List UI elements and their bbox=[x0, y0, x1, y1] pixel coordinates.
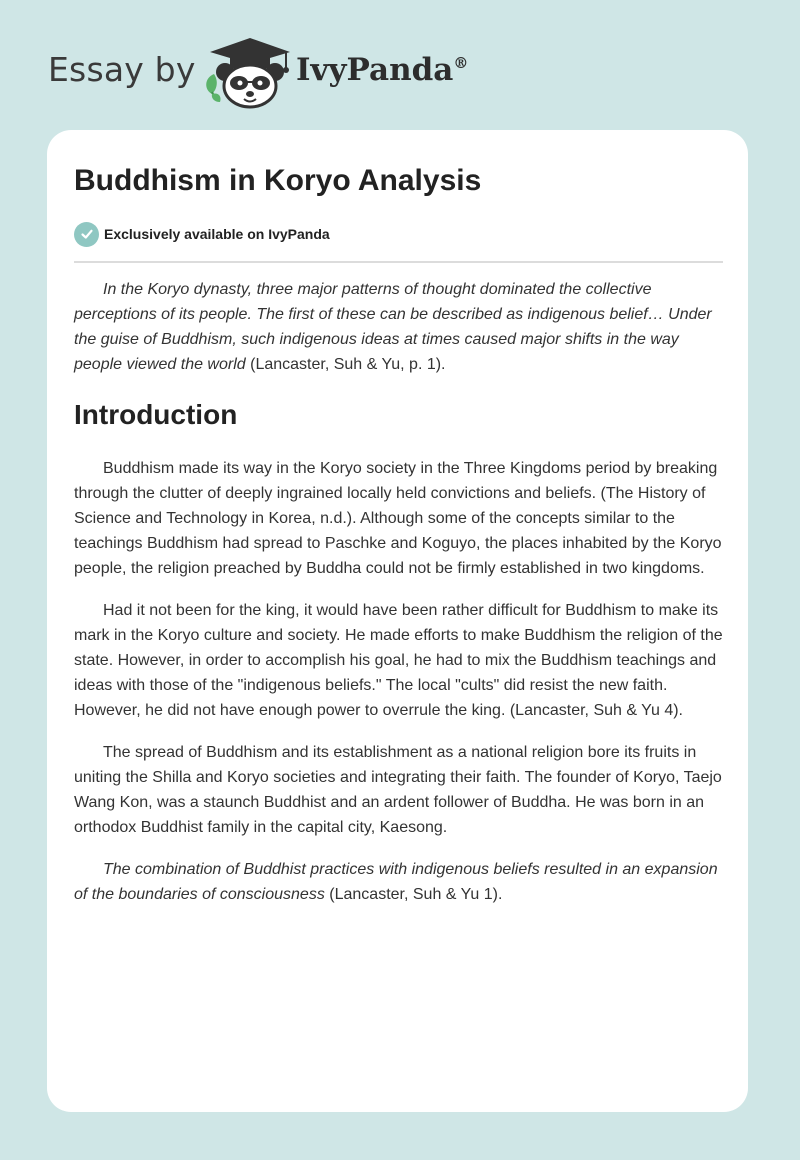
paragraph: Buddhism made its way in the Koryo society in the Three Kingdoms period by breaking through the clutter of deeply ingrained locally held convictions and beliefs. (The History of Science and Technology in Korea, n.d.). Although some of the concepts similar to the teachings Buddhism had spread to Paschke and Koguyo, the places inhabited by the Koryo people, the religion preached by Buddha could not be firmly established in two kingdoms. bbox=[74, 460, 722, 577]
quote-citation: (Lancaster, Suh & Yu 1). bbox=[324, 886, 503, 903]
essay-card bbox=[47, 130, 748, 1112]
quote-text: In the Koryo dynasty, three major patterns of thought dominated the collective perceptions of its people. The first of these can be described as indigenous belief… Under the guise of Buddhism, such indigenous ideas at times caused major shifts in the way people viewed the world bbox=[74, 281, 712, 373]
essay-by-label: Essay by bbox=[48, 50, 196, 89]
section-heading-introduction: Introduction bbox=[74, 399, 238, 430]
page-title: Buddhism in Koryo Analysis bbox=[74, 164, 482, 197]
article-body bbox=[74, 277, 725, 924]
paragraph: The spread of Buddhism and its establishment as a national religion bore its fruits in uniting the Shilla and Koryo societies and integrating their faith. The founder of Koryo, Taejo Wang Kon, was a staunch Buddhist and an ardent follower of Buddha. He was born in an orthodox Buddhist family in the capital city, Kaesong. bbox=[74, 744, 722, 836]
opening-quote bbox=[74, 277, 725, 377]
quote-citation: (Lancaster, Suh & Yu, p. 1). bbox=[245, 356, 446, 373]
quote-text: The combination of Buddhist practices with indigenous beliefs resulted in an expansion of the boundaries of consciousness bbox=[74, 861, 718, 903]
exclusive-badge-text: Exclusively available on IvyPanda bbox=[104, 226, 330, 242]
brand-logo-text[interactable]: IvyPanda® bbox=[296, 52, 469, 88]
exclusive-badge bbox=[74, 221, 330, 247]
panda-graduate-icon[interactable] bbox=[200, 34, 296, 110]
closing-quote bbox=[74, 857, 725, 907]
divider bbox=[74, 261, 723, 263]
check-circle-icon bbox=[74, 222, 99, 247]
paragraph: Had it not been for the king, it would have been rather difficult for Buddhism to make its mark in the Koryo culture and society. He made efforts to make Buddhism the religion of the state. However, in order to accomplish his goal, he had to mix the Buddhism teachings and ideas with those of the "indigenous beliefs." The local "cults" did resist the new faith. However, he did not have enough power to overrule the king. (Lancaster, Suh & Yu 4). bbox=[74, 602, 723, 719]
site-header bbox=[48, 34, 568, 110]
